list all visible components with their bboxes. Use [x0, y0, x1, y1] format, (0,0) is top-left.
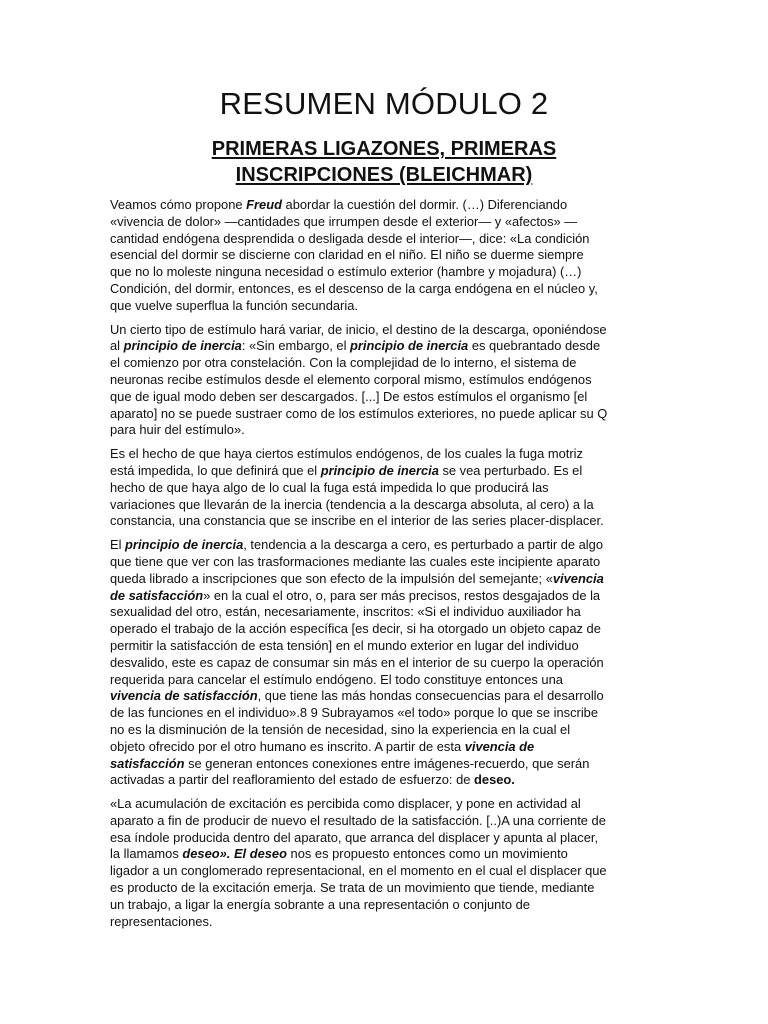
emphasized-term: principio de inercia [123, 338, 242, 354]
text-run: de las funciones en el individuo».8 9 Subrayamos «el todo» porque lo que se inscribe [110, 705, 599, 721]
text-line [110, 897, 658, 914]
text-run: nos es propuesto entonces como un movimiento [286, 846, 568, 862]
text-run: un trabajo, a ligar la energía sobrante a una representación o conjunto de [110, 896, 530, 912]
text-run: «vivencia de dolor» —cantidades que irrumpen desde el exterior— y «afectos» — [110, 213, 578, 229]
text-run: se vea perturbado. Es el [438, 462, 583, 478]
text-line [110, 281, 658, 298]
text-line [110, 231, 658, 248]
text-line [110, 513, 658, 530]
text-run: para huir del estímulo». [110, 422, 245, 438]
text-run: permitir la satisfacción de esta tensión] en el mundo exterior en lugar del individuo [110, 637, 579, 653]
text-run: el comienzo por otra constelación. Con la complejidad de lo interno, el sistema de [110, 355, 577, 371]
emphasized-term: deseo. [474, 772, 515, 788]
text-run: la llamamos [110, 846, 183, 862]
text-line [110, 880, 658, 897]
text-run: requerida para cancelar el estímulo endógeno. El todo constituye entonces una [110, 671, 563, 687]
paragraph [110, 322, 658, 440]
text-run: Veamos cómo propone [110, 197, 247, 212]
text-line [110, 497, 658, 514]
text-line [110, 537, 658, 554]
text-line [110, 705, 658, 722]
text-line [110, 298, 658, 315]
emphasized-term: deseo». El deseo [182, 846, 287, 862]
emphasized-term: Freud [246, 197, 282, 212]
text-run: desvalido, este es capaz de consumar sin más en el interior de su cuerpo la operación [110, 654, 604, 670]
text-line [110, 197, 658, 214]
page-title: RESUMEN MÓDULO 2 [219, 86, 549, 121]
text-run: » en la cual el otro, o, para ser más precisos, restos desgajados de la [203, 587, 601, 603]
emphasized-term: vivencia [552, 570, 604, 586]
text-line [110, 389, 658, 406]
text-run: , que tiene las más hondas consecuencias para el desarrollo [257, 688, 604, 704]
text-run: que vuelve superflua la función secundaria. [110, 297, 358, 313]
text-line [110, 813, 658, 830]
text-run: no es la disminución de la tensión de necesidad, sino la experiencia en la cual el [110, 721, 571, 737]
text-run: aparato a fin de producir de nuevo el resultado de la satisfacción. [..)A una corriente de [110, 812, 606, 828]
text-line [110, 355, 658, 372]
text-line [110, 406, 658, 423]
text-line [110, 322, 658, 339]
section-heading-line: PRIMERAS LIGAZONES, PRIMERAS [211, 138, 557, 160]
text-run: activadas a partir del reafloramiento del estado de esfuerzo: de [110, 772, 475, 788]
text-run: esa índole producida dentro del aparato, que arranca del displacer y apunta al placer, [110, 829, 599, 845]
paragraph [110, 446, 658, 530]
text-run: , tendencia a la descarga a cero, es perturbado a partir de algo [243, 537, 603, 553]
text-line [110, 846, 658, 863]
text-run: constancia, una constancia que se inscribe en el interior de las series placer-displacer. [110, 513, 604, 529]
text-run: esencial del dormir se discierne con claridad en el niño. El niño se duerme siempre [110, 247, 584, 263]
emphasized-term: de satisfacción [110, 587, 204, 603]
text-line [110, 463, 658, 480]
text-run: objeto ofrecido por el otro humano es inscrito. A partir de esta [110, 738, 465, 754]
text-run: es quebrantado desde [468, 338, 601, 354]
text-line [110, 672, 658, 689]
text-run: se generan entonces conexiones entre imágenes-recuerdo, que serán [184, 755, 590, 771]
text-run: al [110, 338, 124, 354]
text-line [110, 422, 658, 439]
text-line [110, 772, 658, 789]
paragraph [110, 197, 658, 315]
text-run: sexualidad del otro, están, necesariamente, inscritos: «Si el individuo auxiliador ha [110, 604, 581, 620]
text-run: aparato] no se puede sustraer como de los estímulos exteriores, no puede aplicar su Q [110, 405, 608, 421]
emphasized-term: satisfacción [110, 755, 185, 771]
paragraph [110, 537, 658, 789]
text-line [110, 338, 658, 355]
text-line [110, 621, 658, 638]
paragraph [110, 796, 658, 930]
text-run: ligador a un conglomerado representacional, en el momento en el cual el displacer que [110, 863, 607, 879]
text-run: El [110, 537, 126, 553]
text-line [110, 264, 658, 281]
text-run: cantidad endógena desprendida o desligada desde el interior—, dice: «La condición [110, 230, 590, 246]
text-line [110, 446, 658, 463]
text-run: representaciones. [110, 913, 213, 929]
text-line [110, 756, 658, 773]
text-run: que no lo moleste ninguna necesidad o estímulo exterior (hambre y mojadura) (…) [110, 264, 582, 280]
text-line [110, 554, 658, 571]
text-run: : «Sin embargo, el [241, 338, 351, 354]
text-run: está impedida, lo que definirá que el [110, 462, 321, 478]
text-run: hecho de que haya algo de lo cual la fuga está impedida lo que producirá las [110, 479, 549, 495]
section-heading [0, 136, 768, 188]
text-run: que tiene que ver con las trasformaciones mediante las cuales este incipiente aparato [110, 553, 601, 569]
text-line [110, 588, 658, 605]
text-run: Condición, del dormir, entonces, es el descenso de la carga endógena en el núcleo y, [110, 280, 598, 296]
text-run: neuronas recibe estímulos desde el elemento corporal mismo, estímulos endógenos [110, 371, 592, 387]
text-line [110, 571, 658, 588]
text-run: «La acumulación de excitación es percibida como displacer, y pone en actividad al [110, 796, 581, 812]
text-run: que de igual modo deben ser descargados. [...] De estos estímulos el organismo [el [110, 388, 588, 404]
emphasized-term: vivencia de [464, 738, 535, 754]
text-line [110, 655, 658, 672]
text-line [110, 247, 658, 264]
text-line [110, 604, 658, 621]
text-run: queda librado a inscripciones que son efecto de la impulsión del semejante; « [110, 570, 553, 586]
text-line [110, 480, 658, 497]
text-run: abordar la cuestión del dormir. (…) Diferenciando [281, 197, 568, 212]
text-line [110, 722, 658, 739]
text-line [110, 739, 658, 756]
text-line [110, 914, 658, 931]
text-run: variaciones que llevarán de la inercia (tendencia a la descarga absoluta, al cero) a la [110, 496, 594, 512]
text-run: Un cierto tipo de estímulo hará variar, de inicio, el destino de la descarga, oponiéndose [110, 321, 607, 337]
text-line [110, 688, 658, 705]
emphasized-term: vivencia de satisfacción [110, 688, 258, 704]
text-line [110, 214, 658, 231]
text-line [110, 796, 658, 813]
text-line [110, 863, 658, 880]
section-heading-line: INSCRIPCIONES (BLEICHMAR) [235, 164, 533, 186]
text-run: Es el hecho de que haya ciertos estímulos endógenos, de los cuales la fuga motriz [110, 446, 583, 462]
text-line [110, 830, 658, 847]
text-line [110, 372, 658, 389]
text-run: es producto de la excitación emerja. Se trata de un movimiento que tiende, mediante [110, 880, 595, 896]
emphasized-term: principio de inercia [125, 537, 244, 553]
emphasized-term: principio de inercia [320, 462, 439, 478]
emphasized-term: principio de inercia [350, 338, 469, 354]
text-line [110, 638, 658, 655]
text-run: operado el trabajo de la acción específica [es decir, si ha otorgado un objeto capaz de [110, 621, 601, 637]
body-text [110, 197, 658, 937]
